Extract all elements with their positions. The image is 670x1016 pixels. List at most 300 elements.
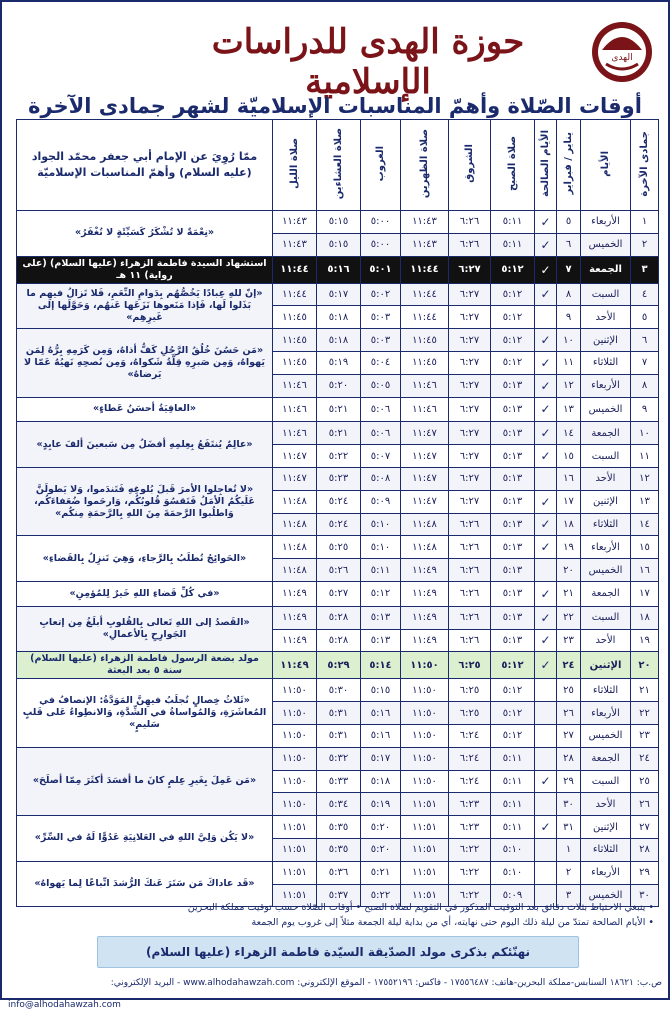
hadith-cell: «الحَوائِجُ تُطلَبُ بِالرَّجاءِ، وَهِيَ تَنزِلُ بِالقَضاءِ» — [17, 536, 273, 582]
table-row — [17, 256, 659, 283]
maghrib-cell: ٥:١١ — [361, 559, 401, 582]
fajr-cell: ٥:١١ — [491, 816, 535, 839]
sunrise-cell: ٦:٢٦ — [449, 629, 491, 652]
maghrib-cell: ٥:٢٢ — [361, 884, 401, 907]
sunrise-cell: ٦:٢٧ — [449, 467, 491, 490]
header-good-days: الأيام الصالحة — [535, 120, 557, 211]
hawza-emblem-icon — [590, 20, 654, 84]
isha-cell: ٥:١٥ — [317, 233, 361, 256]
isha-cell: ٥:٢٨ — [317, 629, 361, 652]
gregorian-cell: ١٤ — [557, 422, 581, 445]
good-day-cell: ✓ — [535, 351, 557, 374]
note-line-2: • الأيام الصالحة تمتدّ من ليلة ذلك اليوم حتى نهايته، أي من بداية ليلة الجمعة مثلاً إلى غروب يوم الجمعة — [251, 917, 654, 928]
dhuhr-cell: ١١:٤٧ — [401, 445, 449, 468]
gregorian-cell: ٢ — [557, 861, 581, 884]
dhuhr-cell: ١١:٤٥ — [401, 329, 449, 352]
fajr-cell: ٥:١٣ — [491, 581, 535, 606]
fajr-cell: ٥:١٣ — [491, 397, 535, 422]
good-day-cell: ✓ — [535, 490, 557, 513]
day-cell: السبت — [581, 283, 631, 306]
maghrib-cell: ٥:٢١ — [361, 861, 401, 884]
maghrib-cell: ٥:٢٠ — [361, 838, 401, 861]
good-day-cell: ✓ — [535, 513, 557, 536]
day-cell: الثلاثاء — [581, 838, 631, 861]
dhuhr-cell: ١١:٤٩ — [401, 581, 449, 606]
hijri-cell: ٢٤ — [631, 747, 659, 770]
hadith-cell: «إنّ للهِ عِبادًا يَخُصُّهُم بِدَوامِ النِّعَمِ، فَلا تَزالُ فيهِم ما بَذَلوا لَها، فَإذا مَنَعوها نَزَعَها عَنهُم، وَحَوَّلَها إلى غَيرِهِم» — [17, 283, 273, 329]
fajr-cell: ٥:١٢ — [491, 283, 535, 306]
day-cell: الجمعة — [581, 422, 631, 445]
fajr-cell: ٥:١١ — [491, 747, 535, 770]
good-day-cell — [535, 702, 557, 725]
day-cell: الأربعاء — [581, 536, 631, 559]
sunrise-cell: ٦:٢٦ — [449, 211, 491, 234]
header-logo-row — [2, 16, 668, 102]
gregorian-cell: ١٦ — [557, 467, 581, 490]
night-cell: ١١:٥٠ — [273, 679, 317, 702]
fajr-cell: ٥:١٣ — [491, 374, 535, 397]
night-cell: ١١:٥٠ — [273, 770, 317, 793]
table-row — [17, 652, 659, 679]
hadith-cell: «مَن حَسُنَ خُلُقُ الرَّجُلِ كَفُّ أذاهُ، وَمِن كَرَمِهِ بِرُّهُ لِمَن يَهواهُ، وَمِن صَبرِهِ قِلَّةُ شَكواهُ، وَمِن نُصحِهِ نَهيُهُ عَمّا لا يَرضاهُ» — [17, 329, 273, 397]
sunrise-cell: ٦:٢٤ — [449, 724, 491, 747]
good-day-cell: ✓ — [535, 536, 557, 559]
table-row — [17, 467, 659, 490]
day-cell: الجمعة — [581, 256, 631, 283]
maghrib-cell: ٥:٠٠ — [361, 211, 401, 234]
gregorian-cell: ٢١ — [557, 581, 581, 606]
night-cell: ١١:٤٥ — [273, 351, 317, 374]
gregorian-cell: ١١ — [557, 351, 581, 374]
night-cell: ١١:٤٨ — [273, 490, 317, 513]
occasion-cell: استشهاد السيدة فاطمة الزهراء (عليها السلام) (على رواية) ١١ هـ — [17, 256, 273, 283]
header-maghrib: الغروب — [361, 120, 401, 211]
day-cell: السبت — [581, 445, 631, 468]
isha-cell: ٥:٢٢ — [317, 445, 361, 468]
day-cell: الأربعاء — [581, 702, 631, 725]
isha-cell: ٥:٢٤ — [317, 490, 361, 513]
maghrib-cell: ٥:١٦ — [361, 724, 401, 747]
day-cell: الثلاثاء — [581, 513, 631, 536]
gregorian-cell: ٢٥ — [557, 679, 581, 702]
hijri-cell: ١ — [631, 211, 659, 234]
hadith-cell: «مَن عَمِلَ بِغَيرِ عِلمٍ كانَ ما أفسَدَ أكثَرَ مِمّا أصلَحَ» — [17, 747, 273, 815]
good-day-cell: ✓ — [535, 606, 557, 629]
night-cell: ١١:٤٥ — [273, 329, 317, 352]
maghrib-cell: ٥:٠٨ — [361, 467, 401, 490]
table-row — [17, 536, 659, 559]
hijri-cell: ٢٨ — [631, 838, 659, 861]
night-cell: ١١:٤٩ — [273, 606, 317, 629]
sunrise-cell: ٦:٢٧ — [449, 422, 491, 445]
hadith-cell: «لا تُعاجِلوا الأمرَ قَبلَ بُلوغِهِ فَتَندَموا، وَلا يَطولَنَّ عَلَيكُمُ الأمَلُ فَتَقسُوَ قُلوبُكُم، وَارحَموا ضُعَفاءَكُم، وَاطلُبوا الرَّحمَةَ مِنَ اللهِ بِالرَّحمَةِ مِنكُم» — [17, 467, 273, 535]
dhuhr-cell: ١١:٤٧ — [401, 467, 449, 490]
hijri-cell: ٣ — [631, 256, 659, 283]
dhuhr-cell: ١١:٥١ — [401, 838, 449, 861]
fajr-cell: ٥:١٢ — [491, 724, 535, 747]
hawza-logo-text: حوزة الهدى للدراسات الإسلامية — [211, 22, 525, 102]
hadith-cell: «العافِيَةُ أحسَنُ عَطاءٍ» — [17, 397, 273, 422]
gregorian-cell: ٨ — [557, 283, 581, 306]
gregorian-cell: ٢٨ — [557, 747, 581, 770]
sunrise-cell: ٦:٢٣ — [449, 816, 491, 839]
isha-cell: ٥:٢٨ — [317, 606, 361, 629]
night-cell: ١١:٤٨ — [273, 513, 317, 536]
night-cell: ١١:٥١ — [273, 861, 317, 884]
fajr-cell: ٥:١٣ — [491, 559, 535, 582]
night-cell: ١١:٤٧ — [273, 445, 317, 468]
gregorian-cell: ١٠ — [557, 329, 581, 352]
gregorian-cell: ١٥ — [557, 445, 581, 468]
dhuhr-cell: ١١:٤٣ — [401, 233, 449, 256]
good-day-cell — [535, 747, 557, 770]
sunrise-cell: ٦:٢٥ — [449, 679, 491, 702]
gregorian-cell: ٦ — [557, 233, 581, 256]
maghrib-cell: ٥:١٥ — [361, 679, 401, 702]
isha-cell: ٥:٢٩ — [317, 652, 361, 679]
hijri-cell: ٢٣ — [631, 724, 659, 747]
hijri-cell: ١٩ — [631, 629, 659, 652]
gregorian-cell: ١٧ — [557, 490, 581, 513]
fajr-cell: ٥:١١ — [491, 211, 535, 234]
day-cell: الأحد — [581, 793, 631, 816]
fajr-cell: ٥:٠٩ — [491, 884, 535, 907]
isha-cell: ٥:٢٣ — [317, 467, 361, 490]
maghrib-cell: ٥:١٧ — [361, 747, 401, 770]
good-day-cell: ✓ — [535, 211, 557, 234]
isha-cell: ٥:٢٤ — [317, 513, 361, 536]
header-gregorian: يناير / فبراير — [557, 120, 581, 211]
header-night: صلاة الليل — [273, 120, 317, 211]
hijri-cell: ١٢ — [631, 467, 659, 490]
gregorian-cell: ٣٠ — [557, 793, 581, 816]
hijri-cell: ١٣ — [631, 490, 659, 513]
dhuhr-cell: ١١:٥٠ — [401, 724, 449, 747]
gregorian-cell: ١٣ — [557, 397, 581, 422]
gregorian-cell: ٣١ — [557, 816, 581, 839]
isha-cell: ٥:٢٦ — [317, 559, 361, 582]
sunrise-cell: ٦:٢٤ — [449, 770, 491, 793]
isha-cell: ٥:٣١ — [317, 702, 361, 725]
isha-cell: ٥:٢١ — [317, 422, 361, 445]
maghrib-cell: ٥:١٠ — [361, 513, 401, 536]
isha-cell: ٥:٣١ — [317, 724, 361, 747]
day-cell: الأحد — [581, 629, 631, 652]
day-cell: الخميس — [581, 559, 631, 582]
good-day-cell: ✓ — [535, 422, 557, 445]
hijri-cell: ٣٠ — [631, 884, 659, 907]
fajr-cell: ٥:١١ — [491, 233, 535, 256]
sunrise-cell: ٦:٢٧ — [449, 445, 491, 468]
table-body — [17, 211, 659, 907]
maghrib-cell: ٥:٠٦ — [361, 422, 401, 445]
fajr-cell: ٥:١١ — [491, 770, 535, 793]
night-cell: ١١:٥١ — [273, 884, 317, 907]
night-cell: ١١:٥١ — [273, 838, 317, 861]
night-cell: ١١:٤٩ — [273, 581, 317, 606]
dhuhr-cell: ١١:٤٩ — [401, 629, 449, 652]
sunrise-cell: ٦:٢٧ — [449, 283, 491, 306]
sunrise-cell: ٦:٢٦ — [449, 513, 491, 536]
day-cell: الخميس — [581, 397, 631, 422]
good-day-cell: ✓ — [535, 283, 557, 306]
gregorian-cell: ٢٩ — [557, 770, 581, 793]
table-row — [17, 581, 659, 606]
table-header-row — [17, 120, 659, 211]
day-cell: الأربعاء — [581, 374, 631, 397]
hijri-cell: ٤ — [631, 283, 659, 306]
footer-address-text: ص.ب: ١٨٦٢١ السنابس-مملكة البحرين-هاتف: ١٧٥٥٦٤٨٧ - فاكس: ١٧٥٥٢١٩٦ - الموقع الإلكتروني: — [297, 978, 662, 988]
day-cell: الإثنين — [581, 816, 631, 839]
dhuhr-cell: ١١:٤٩ — [401, 606, 449, 629]
fajr-cell: ٥:١٣ — [491, 445, 535, 468]
fajr-cell: ٥:١٣ — [491, 513, 535, 536]
sunrise-cell: ٦:٢٦ — [449, 233, 491, 256]
sunrise-cell: ٦:٢٧ — [449, 351, 491, 374]
emblem-text: الهدى — [611, 53, 633, 63]
dhuhr-cell: ١١:٤٤ — [401, 256, 449, 283]
hijri-cell: ١٠ — [631, 422, 659, 445]
header-hijri: جمادى الآخرة — [631, 120, 659, 211]
hijri-cell: ٧ — [631, 351, 659, 374]
day-cell: الأحد — [581, 306, 631, 329]
table-row — [17, 422, 659, 445]
isha-cell: ٥:١٦ — [317, 256, 361, 283]
fajr-cell: ٥:١٢ — [491, 306, 535, 329]
good-day-cell: ✓ — [535, 329, 557, 352]
good-day-cell — [535, 861, 557, 884]
isha-cell: ٥:٣٤ — [317, 793, 361, 816]
good-day-cell: ✓ — [535, 397, 557, 422]
hijri-cell: ٢٩ — [631, 861, 659, 884]
hijri-cell: ٨ — [631, 374, 659, 397]
fajr-cell: ٥:١٢ — [491, 351, 535, 374]
good-day-cell: ✓ — [535, 256, 557, 283]
fajr-cell: ٥:١٢ — [491, 679, 535, 702]
day-cell: الأربعاء — [581, 211, 631, 234]
night-cell: ١١:٥٠ — [273, 793, 317, 816]
maghrib-cell: ٥:٠٥ — [361, 374, 401, 397]
dhuhr-cell: ١١:٤٥ — [401, 351, 449, 374]
night-cell: ١١:٤٧ — [273, 467, 317, 490]
sunrise-cell: ٦:٢٧ — [449, 397, 491, 422]
good-day-cell: ✓ — [535, 770, 557, 793]
header-fajr: صلاة الصبح — [491, 120, 535, 211]
good-day-cell — [535, 306, 557, 329]
sunrise-cell: ٦:٢٧ — [449, 329, 491, 352]
day-cell: الخميس — [581, 884, 631, 907]
table-row — [17, 283, 659, 306]
hijri-cell: ٢٢ — [631, 702, 659, 725]
maghrib-cell: ٥:١٢ — [361, 581, 401, 606]
dhuhr-cell: ١١:٤٤ — [401, 306, 449, 329]
maghrib-cell: ٥:٠٧ — [361, 445, 401, 468]
sunrise-cell: ٦:٢٧ — [449, 374, 491, 397]
footer-website-link[interactable]: www.alhodahawzah.com — [183, 978, 295, 988]
gregorian-cell: ٢٢ — [557, 606, 581, 629]
fajr-cell: ٥:١٢ — [491, 329, 535, 352]
maghrib-cell: ٥:٠٤ — [361, 351, 401, 374]
isha-cell: ٥:١٨ — [317, 329, 361, 352]
fajr-cell: ٥:١٣ — [491, 629, 535, 652]
hijri-cell: ١٨ — [631, 606, 659, 629]
fajr-cell: ٥:١٣ — [491, 606, 535, 629]
sunrise-cell: ٦:٢٧ — [449, 306, 491, 329]
table-row — [17, 397, 659, 422]
header-isha: صلاة العشاءين — [317, 120, 361, 211]
day-cell: الإثنين — [581, 652, 631, 679]
good-day-cell — [535, 724, 557, 747]
gregorian-cell: ٢٠ — [557, 559, 581, 582]
gregorian-cell: ٢٦ — [557, 702, 581, 725]
night-cell: ١١:٤٣ — [273, 211, 317, 234]
hijri-cell: ١٤ — [631, 513, 659, 536]
dhuhr-cell: ١١:٤٧ — [401, 422, 449, 445]
gregorian-cell: ٩ — [557, 306, 581, 329]
isha-cell: ٥:٢٥ — [317, 536, 361, 559]
maghrib-cell: ٥:١٩ — [361, 793, 401, 816]
dhuhr-cell: ١١:٥٠ — [401, 652, 449, 679]
maghrib-cell: ٥:١٣ — [361, 606, 401, 629]
isha-cell: ٥:٣٥ — [317, 816, 361, 839]
fajr-cell: ٥:١١ — [491, 793, 535, 816]
table-row — [17, 747, 659, 770]
table-row — [17, 861, 659, 884]
dhuhr-cell: ١١:٤٨ — [401, 513, 449, 536]
night-cell: ١١:٤٤ — [273, 256, 317, 283]
footer-address — [111, 972, 662, 994]
notes — [16, 900, 654, 930]
sunrise-cell: ٦:٢٢ — [449, 884, 491, 907]
dhuhr-cell: ١١:٥٠ — [401, 770, 449, 793]
hijri-cell: ٢١ — [631, 679, 659, 702]
good-day-cell — [535, 793, 557, 816]
good-day-cell: ✓ — [535, 652, 557, 679]
hijri-cell: ١٦ — [631, 559, 659, 582]
isha-cell: ٥:٢٠ — [317, 374, 361, 397]
fajr-cell: ٥:١٣ — [491, 467, 535, 490]
day-cell: الأحد — [581, 467, 631, 490]
dhuhr-cell: ١١:٥١ — [401, 884, 449, 907]
sunrise-cell: ٦:٢٦ — [449, 559, 491, 582]
gregorian-cell: ٣ — [557, 884, 581, 907]
maghrib-cell: ٥:١٤ — [361, 652, 401, 679]
dhuhr-cell: ١١:٤٤ — [401, 283, 449, 306]
hijri-cell: ٢٦ — [631, 793, 659, 816]
gregorian-cell: ١٩ — [557, 536, 581, 559]
prayer-times-table — [16, 119, 659, 907]
sunrise-cell: ٦:٢٦ — [449, 606, 491, 629]
table-row — [17, 329, 659, 352]
day-cell: الإثنين — [581, 329, 631, 352]
sunrise-cell: ٦:٢٣ — [449, 793, 491, 816]
night-cell: ١١:٤٨ — [273, 536, 317, 559]
dhuhr-cell: ١١:٥١ — [401, 861, 449, 884]
night-cell: ١١:٥٠ — [273, 724, 317, 747]
maghrib-cell: ٥:١٣ — [361, 629, 401, 652]
dhuhr-cell: ١١:٤٩ — [401, 559, 449, 582]
sunrise-cell: ٦:٢٧ — [449, 256, 491, 283]
day-cell: الأربعاء — [581, 861, 631, 884]
good-day-cell: ✓ — [535, 445, 557, 468]
maghrib-cell: ٥:١٨ — [361, 770, 401, 793]
good-day-cell — [535, 559, 557, 582]
sunrise-cell: ٦:٢٦ — [449, 536, 491, 559]
night-cell: ١١:٤٣ — [273, 233, 317, 256]
header-sunrise: الشروق — [449, 120, 491, 211]
isha-cell: ٥:١٨ — [317, 306, 361, 329]
celebration-banner: نهنّئكم بذكرى مولد الصدّيقة السيّدة فاطمة الزهراء (عليها السلام) — [97, 936, 579, 968]
sunrise-cell: ٦:٢٦ — [449, 581, 491, 606]
sunrise-cell: ٦:٢٢ — [449, 838, 491, 861]
night-cell: ١١:٤٤ — [273, 283, 317, 306]
night-cell: ١١:٥١ — [273, 816, 317, 839]
day-cell: الخميس — [581, 724, 631, 747]
isha-cell: ٥:٣٢ — [317, 747, 361, 770]
dhuhr-cell: ١١:٥٠ — [401, 747, 449, 770]
isha-cell: ٥:١٥ — [317, 211, 361, 234]
hijri-cell: ١٥ — [631, 536, 659, 559]
table-row — [17, 679, 659, 702]
dhuhr-cell: ١١:٥٠ — [401, 702, 449, 725]
good-day-cell: ✓ — [535, 233, 557, 256]
hadith-cell: «قَد عاداكَ مَن سَتَرَ عَنكَ الرُّشدَ اتِّباعًا لِما يَهواهُ» — [17, 861, 273, 907]
night-cell: ١١:٤٦ — [273, 397, 317, 422]
night-cell: ١١:٤٨ — [273, 559, 317, 582]
hadith-cell: «في كُلِّ قَضاءِ اللهِ خَيرٌ لِلمُؤمِنِ» — [17, 581, 273, 606]
isha-cell: ٥:٢٧ — [317, 581, 361, 606]
hijri-cell: ٦ — [631, 329, 659, 352]
isha-cell: ٥:٣٦ — [317, 861, 361, 884]
gregorian-cell: ٢٣ — [557, 629, 581, 652]
day-cell: الجمعة — [581, 581, 631, 606]
hadith-cell: «القَصدُ إلى اللهِ تَعالى بِالقُلوبِ أبلَغُ مِن إتعابِ الجَوارِحِ بِالأعمالِ» — [17, 606, 273, 652]
hijri-cell: ٩ — [631, 397, 659, 422]
footer — [2, 972, 668, 1010]
fajr-cell: ٥:١٢ — [491, 256, 535, 283]
hadith-cell: «نِعْمَةٌ لا تُشْكَرُ كَسَيِّئَةٍ لا تُغْفَرُ» — [17, 211, 273, 257]
fajr-cell: ٥:١٣ — [491, 536, 535, 559]
sunrise-cell: ٦:٢٤ — [449, 747, 491, 770]
maghrib-cell: ٥:٠٢ — [361, 283, 401, 306]
hijri-cell: ١٧ — [631, 581, 659, 606]
gregorian-cell: ٧ — [557, 256, 581, 283]
fajr-cell: ٥:١٢ — [491, 702, 535, 725]
maghrib-cell: ٥:٠١ — [361, 256, 401, 283]
table-row — [17, 606, 659, 629]
hijri-cell: ٢٥ — [631, 770, 659, 793]
footer-email-link[interactable]: info@alhodahawzah.com — [8, 1000, 121, 1010]
hijri-cell: ٢٠ — [631, 652, 659, 679]
table-row — [17, 211, 659, 234]
day-cell: السبت — [581, 606, 631, 629]
maghrib-cell: ٥:١٦ — [361, 702, 401, 725]
maghrib-cell: ٥:٠٦ — [361, 397, 401, 422]
day-cell: الجمعة — [581, 747, 631, 770]
isha-cell: ٥:٣٧ — [317, 884, 361, 907]
hadith-cell: «لا يَكُن وَلِيَّ اللهِ في العَلانِيَةِ عَدُوًّا لَهُ في السِّرِّ» — [17, 816, 273, 862]
dhuhr-cell: ١١:٤٣ — [401, 211, 449, 234]
dhuhr-cell: ١١:٥١ — [401, 816, 449, 839]
dhuhr-cell: ١١:٤٦ — [401, 397, 449, 422]
header-dhuhr: صلاة الظهرين — [401, 120, 449, 211]
day-cell: الثلاثاء — [581, 351, 631, 374]
good-day-cell — [535, 838, 557, 861]
fajr-cell: ٥:١٠ — [491, 861, 535, 884]
dhuhr-cell: ١١:٤٨ — [401, 536, 449, 559]
sunrise-cell: ٦:٢٢ — [449, 861, 491, 884]
isha-cell: ٥:٢١ — [317, 397, 361, 422]
